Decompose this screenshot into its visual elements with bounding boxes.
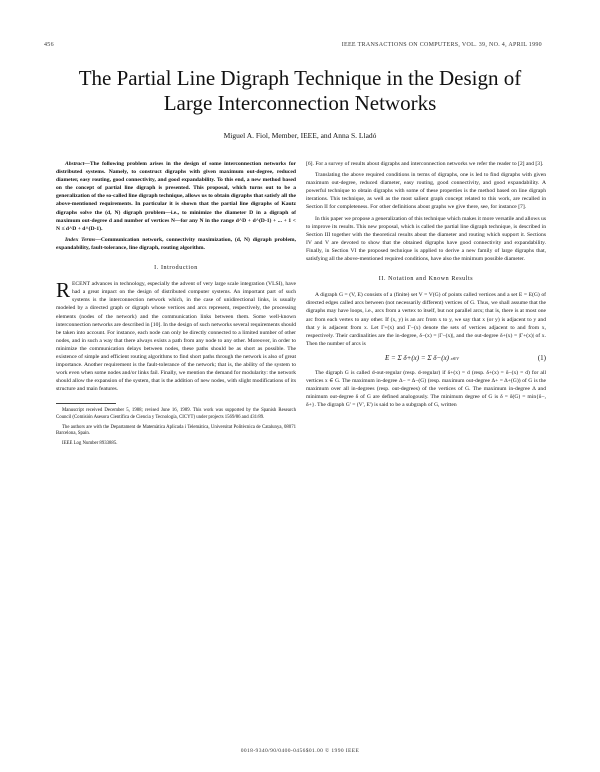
abstract-label: Abstract— xyxy=(65,161,90,167)
abstract xyxy=(56,160,296,233)
index-terms-text: Communication network, connectivity maximization, (d, N) digraph problem, expandability, fault-tolerance, line digraph, routing algorithm. xyxy=(56,236,296,251)
equation-subscript: x∈V xyxy=(450,355,459,361)
section-heading-notation: II. Notation and Known Results xyxy=(378,276,474,283)
section-heading-introduction: I. Introduction xyxy=(154,265,198,272)
drop-cap: R xyxy=(56,278,71,303)
authors: Miguel A. Fiol, Member, IEEE, and Anna S. Lladó xyxy=(223,131,377,140)
copyright-footer: 0018-9340/90/0400-0456$01.00 © 1990 IEEE xyxy=(240,748,360,754)
index-terms xyxy=(56,236,296,252)
right-column xyxy=(306,160,546,412)
equation-number: (1) xyxy=(537,353,546,362)
index-terms-label: Index Terms— xyxy=(65,236,101,243)
notation-paragraph-2: The digraph G is called d-out-regular (resp. d-regular) if δ+(x) = d (resp. δ+(x) = δ−(x) = d) for all vertices x ∈ G. The maximum in-degree Δ− = Δ−(G) (resp. maximum out-degree Δ+ = Δ+(G)) of G is the maximum over all in-degrees (resp. out-degrees) of the vertices of G. The maximum in-degree Δ and minimum out-degree δ of G are defined analogously. The minimum degree of G is δ = δ(G) = min{δ−, δ+}. The digraph G' = (V', E') is said to be a subgraph of G, written xyxy=(306,369,546,409)
footnote-log-number: IEEE Log Number 8933885. xyxy=(62,440,118,446)
introduction-text: ECENT advances in technology, especially the advent of very large scale integration (VLSI), have had a great impact on the design of distributed computer systems. An important part of such systems is the interconnection network which, in the case of unidirectional links, is usually modeled by a directed graph or digraph whose vertices and arcs represent, respectively, the processing elements (nodes of the network) and the communication links between them. Some well-known interconnection networks are described in [10]. In the design of such networks several requirements should be taken into account. For instance, each node can only be directly connected to a limited number of other nodes, and in such a way that there always exists a path from any node to any other. Moreover, in order to minimize the communication delays between nodes, these paths should be as short as possible. The existence of simple and efficient routing algorithms to find short paths through the network is also of great importance. Another requirement is the fault-tolerance of the network; that is, the ability of the system to work even when some nodes and/or links fail. Finally, we mention the demand for modularity: the network should allow the expansion of the system, that is the addition of new nodes, with slight modifications of its structure and main features. xyxy=(56,281,296,393)
left-column xyxy=(56,160,296,450)
equation-1 xyxy=(306,354,546,363)
footnote-received: Manuscript received December 5, 1988; revised June 16, 1989. This work was supported by the Spanish Research Council (Comisión Asesora Científica de Ciencia y Tecnología, CICYT) under projects 1569/86 and 431/89. xyxy=(56,408,296,421)
intro-paragraph-2: Translating the above required conditions in terms of digraphs, one is led to find digraphs with given maximum out-degree, reduced diameter, easy routing, good connectivity, and good expandability. A powerful technique to obtain digraphs with some of these properties is the method based on line digraph iterations. This technique, as well as the most salient graph concept related to this work, are recalled in Section II for completeness. For other definitions about graphs we give there, see, for instance [7]. xyxy=(306,172,546,211)
intro-continuation: [6]. For a survey of results about digraphs and interconnection networks we refer the reader to [2] and [3]. xyxy=(306,161,544,167)
paper-title: The Partial Line Digraph Technique in the Design of Large Interconnection Networks xyxy=(78,66,522,115)
abstract-text: The following problem arises in the design of some interconnection networks for distributed systems. Namely, to construct digraphs with given maximum out-degree, reduced diameter, easy routing, good connectivity, and good expandability. To this end, a new method based on the concept of partial line digraph is presented. This proposal, which turns out to be a generalization of the so-called line digraph technique, allows us to obtain digraphs that satisfy all the above-mentioned requirements. In particular it is shown that the partial line digraphs of Kautz digraphs solve the (d, N) digraph problem—i.e., to minimize the diameter D in a digraph of maximum out-degree d and number of vertices N—for any N in the range d^D + d^(D-1) + ... + 1 < N ≤ d^D + d^(D-1). xyxy=(56,161,296,232)
footnote-affiliation: The authors are with the Departament de Matemàtica Aplicada i Telemàtica, Universitat Politècnica de Catalunya, 08071 Barcelona, Spain. xyxy=(56,424,296,437)
intro-paragraph-3: In this paper we propose a generalization of this technique which makes it more versatile and allows us to improve its results. This new proposal, which is called the partial line digraph technique, is described in Section III together with the theoretical results about the diameter and routing which support it. Sections IV and V are devoted to show that the obtained digraphs have good connectivity and expandability. Finally, in Section VI the proposed technique is applied to derive a new family of large digraphs that, satisfying all the above-mentioned required conditions, have also the minimum possible diameter. xyxy=(306,215,546,263)
footnote-divider xyxy=(56,403,116,404)
introduction-paragraph xyxy=(56,280,296,393)
notation-paragraph-1: A digraph G = (V, E) consists of a (finite) set V = V(G) of points called vertices and a set E = E(G) of directed edges called arcs between (not necessarily different) vertices of G. Thus, we shall assume that the digraphs may have loops, i.e., arcs from a vertex to itself, but not parallel arcs; that is, there is at most one arc from each vertex to any other. If (x, y) is an arc from x to y, we say that x (or y) is adjacent to y and that y is adjacent from x. Let Γ+(x) and Γ−(x) denote the sets of vertices adjacent to and from x, respectively. Their cardinalities are the in-degree, δ−(x) = |Γ−(x)|, and the out-degree δ+(x) = |Γ+(x)| of x. Then the number of arcs is xyxy=(306,292,546,347)
page-number: 456 xyxy=(44,42,54,48)
running-header: IEEE TRANSACTIONS ON COMPUTERS, VOL. 39, NO. 4, APRIL 1990 xyxy=(341,42,542,48)
equation-body: E = Σ δ+(x) = Σ δ−(x) xyxy=(384,353,450,362)
